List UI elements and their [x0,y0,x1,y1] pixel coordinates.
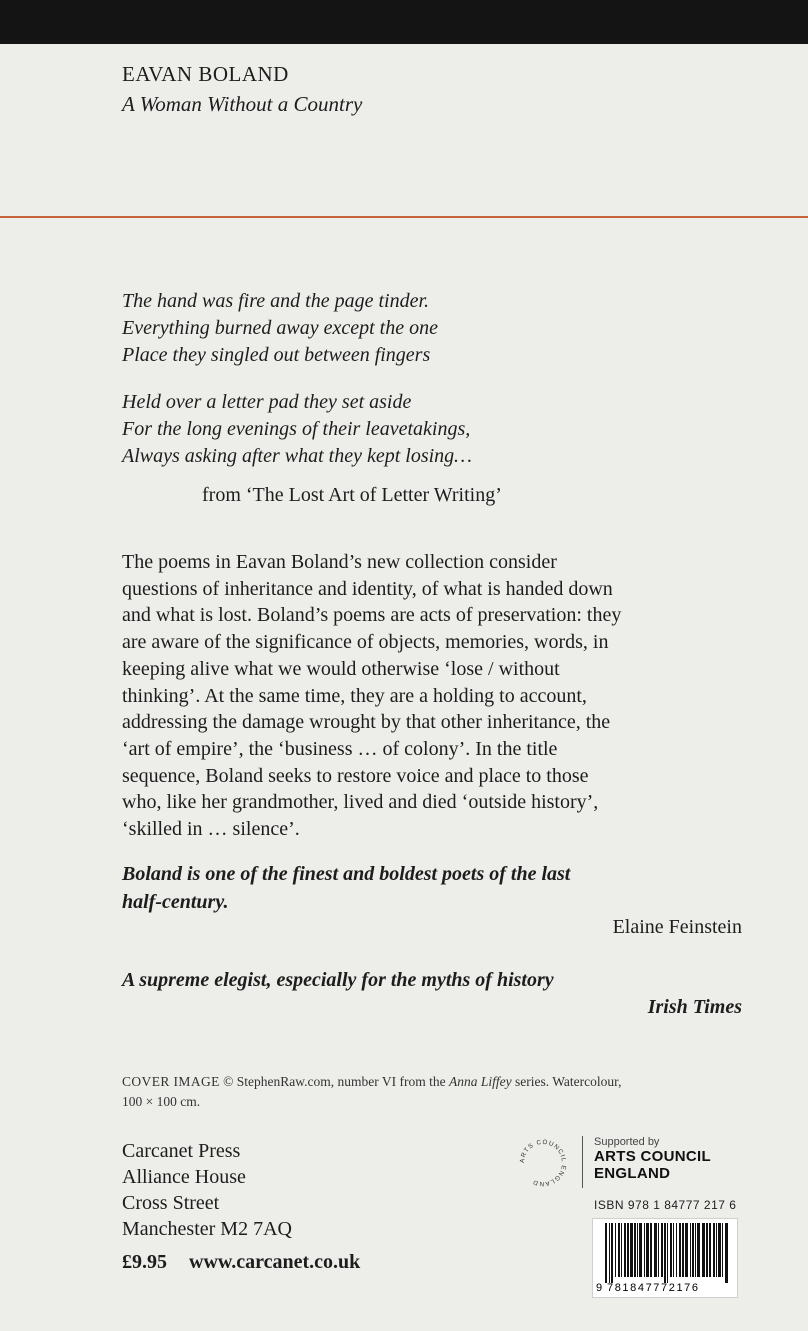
price-and-url [122,1251,360,1274]
poem-attribution: from ‘The Lost Art of Letter Writing’ [202,484,502,506]
quote-line: Boland is one of the finest and boldest poets of the last [122,863,571,885]
address-line: Manchester M2 7AQ [122,1218,292,1240]
barcode-bar [709,1223,711,1277]
author-name: EAVAN BOLAND [122,62,289,86]
barcode-bar [713,1223,715,1277]
barcode-bar [634,1223,636,1277]
poem-stanza-1 [122,288,472,369]
barcode-bar [650,1223,652,1277]
publisher-address [122,1138,292,1242]
credit-text: series. Watercolour, [511,1074,622,1089]
description-line: and what is lost. Boland’s poems are acts of preservation: they [122,604,622,627]
barcode-bar [716,1223,717,1277]
supported-by-label: Supported by [594,1136,660,1148]
barcode-bar [718,1223,721,1277]
description-line: ‘skilled in … silence’. [122,818,300,841]
description-line: sequence, Boland seeks to restore voice and place to those [122,764,589,787]
credit-series-title: Anna Liffey [449,1074,512,1089]
description-line: addressing the damage wrought by that other inheritance, the [122,711,611,734]
barcode-bar [682,1223,684,1277]
review-quote-1 [122,860,570,916]
barcode-bar [676,1223,677,1277]
barcode-bar [661,1223,663,1277]
address-line: Carcanet Press [122,1140,241,1162]
address-line: Alliance House [122,1166,246,1188]
barcode-bar [637,1223,638,1277]
barcode-bar [702,1223,705,1277]
poem-line: Always asking after what they kept losing… [122,445,472,467]
poem-line: Held over a letter pad they set aside [122,391,412,413]
publisher-url: www.carcanet.co.uk [189,1251,361,1273]
review-source-2: Irish Times [647,996,742,1018]
barcode-bar [654,1223,657,1277]
barcode-bar [697,1223,700,1277]
poem-line: For the long evenings of their leavetakings, [122,418,471,440]
poem-line: Place they singled out between fingers [122,344,431,366]
barcode-bar [621,1223,622,1277]
barcode-bar [639,1223,642,1277]
review-source-1: Elaine Feinstein [612,916,742,938]
quote-line: half-century. [122,891,229,913]
credit-dimensions: 100 × 100 cm. [122,1094,201,1109]
price: £9.95 [122,1251,167,1273]
poem-line: The hand was fire and the page tinder. [122,290,430,312]
top-black-band [0,0,808,44]
barcode-digits: 9 [596,1282,603,1294]
barcode-bar [611,1223,613,1283]
credit-label: COVER IMAGE [122,1074,220,1089]
barcode-bar [609,1223,610,1283]
description-line: are aware of the significance of objects, memories, words, in [122,631,609,654]
barcode-bar [685,1223,688,1277]
barcode-bar [646,1223,649,1277]
barcode-bar [627,1223,629,1277]
description-line: The poems in Eavan Boland’s new collection consider [122,551,557,573]
funder-name-line: ENGLAND [594,1165,671,1182]
description-line: questions of inheritance and identity, of what is handed down [122,577,613,600]
description-line: who, like her grandmother, lived and died ‘outside history’, [122,791,599,814]
funder-name-line: ARTS COUNCIL [594,1148,711,1165]
barcode-bar [644,1223,645,1277]
poem-stanza-2 [122,389,472,470]
barcode-bar [667,1223,668,1283]
barcode-bar [679,1223,681,1277]
review-quote-2: A supreme elegist, especially for the myths of history [122,969,554,991]
barcode-bar [618,1223,620,1277]
barcode-bar [695,1223,696,1277]
book-description [122,549,742,843]
barcode-bar [605,1223,607,1283]
address-line: Cross Street [122,1192,220,1214]
barcode-bar [706,1223,708,1277]
barcode-bar [692,1223,694,1277]
barcode-bar [630,1223,633,1277]
description-line: ‘art of empire’, the ‘business … of colony’. In the title [122,737,558,760]
isbn-number: ISBN 978 1 84777 217 6 [594,1198,737,1212]
logo-divider [582,1136,583,1188]
barcode-bar [624,1223,626,1277]
book-title: A Woman Without a Country [122,92,363,116]
barcode-bar [615,1223,616,1277]
poem-excerpt [122,288,472,490]
barcode [592,1218,738,1298]
barcode-bar [670,1223,672,1277]
barcode-bar [722,1223,723,1277]
poem-line: Everything burned away except the one [122,317,438,339]
barcode-bar [725,1223,728,1283]
barcode-bar [658,1223,659,1277]
description-line: keeping alive what we would otherwise ‘lose / without [122,657,560,680]
credit-text: © StephenRaw.com, number VI from the [219,1074,449,1089]
cover-image-credit [122,1072,762,1112]
barcode-bar [690,1223,691,1277]
funder-credit [594,1136,711,1182]
barcode-bar [664,1223,666,1283]
arts-council-logo-icon [516,1136,570,1190]
barcode-digits: 781847772176 [607,1282,700,1294]
orange-divider [0,216,808,218]
svg-text:ARTS COUNCIL ENGLAND: ARTS COUNCIL ENGLAND [518,1138,568,1188]
barcode-bar [673,1223,674,1277]
description-line: thinking’. At the same time, they are a holding to account, [122,684,587,707]
